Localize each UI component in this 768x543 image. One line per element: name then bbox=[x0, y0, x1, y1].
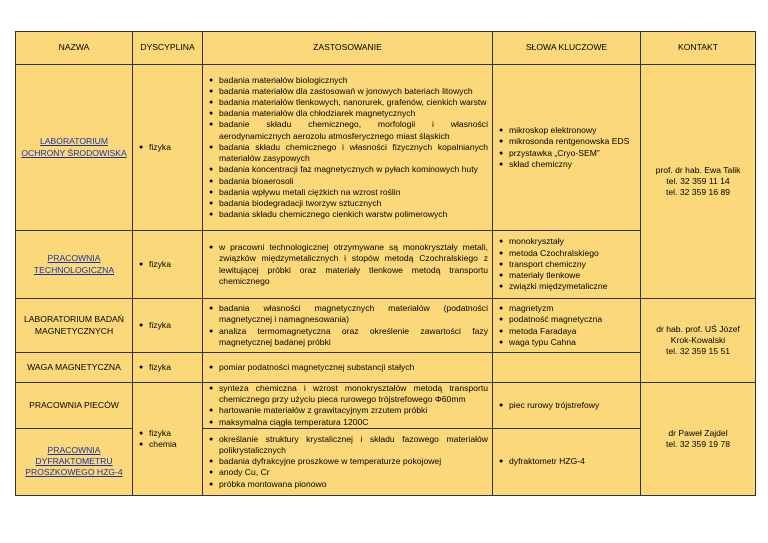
contact-cell bbox=[641, 383, 756, 496]
discipline-cell bbox=[133, 65, 203, 231]
row-name-cell bbox=[16, 353, 133, 383]
application-item: ● badania materiałów dla zastosowań w jonowych bateriach litowych bbox=[219, 86, 488, 97]
contact-person: dr hab. prof. UŚ Józef Krok-Kowalski bbox=[656, 323, 740, 345]
keywords-cell bbox=[493, 231, 641, 299]
application-item: ● maksymalna ciągła temperatura 1200C bbox=[219, 417, 488, 428]
keywords-cell bbox=[493, 65, 641, 231]
row-name-cell bbox=[16, 299, 133, 353]
application-item: ● pomiar podatności magnetycznej substancji stałych bbox=[219, 362, 488, 373]
applications-cell bbox=[203, 428, 493, 495]
table-row bbox=[16, 299, 756, 353]
contact-person: dr Paweł Zajdel bbox=[668, 427, 728, 438]
keyword-item: ● metoda Faradaya bbox=[509, 326, 636, 337]
discipline-cell bbox=[133, 353, 203, 383]
applications-cell bbox=[203, 299, 493, 353]
discipline-cell bbox=[133, 299, 203, 353]
contact-cell bbox=[641, 299, 756, 383]
header-zastosowanie: ZASTOSOWANIE bbox=[203, 32, 493, 65]
keyword-item: ● dyfraktometr HZG-4 bbox=[509, 456, 636, 467]
contact-phone: tel. 32 359 15 51 bbox=[665, 346, 731, 357]
row-name-cell bbox=[16, 231, 133, 299]
header-dyscyplina: DYSCYPLINA bbox=[133, 32, 203, 65]
header-slowa-kluczowe: SŁOWA KLUCZOWE bbox=[493, 32, 641, 65]
discipline-item: ● fizyka bbox=[149, 142, 198, 153]
lab-name-link[interactable]: PRACOWNIA DYFRAKTOMETRU PROSZKOWEGO HZG-4 bbox=[25, 445, 123, 478]
keyword-item: ● skład chemiczny bbox=[509, 159, 636, 170]
applications-cell bbox=[203, 231, 493, 299]
lab-name: WAGA MAGNETYCZNA bbox=[27, 361, 121, 372]
keywords-cell bbox=[493, 383, 641, 429]
keyword-item: ● monokryształy bbox=[509, 236, 636, 247]
discipline-item: ● fizyka bbox=[149, 259, 198, 270]
application-item: ● badania koncentracji faz magnetycznych w pyłach kominowych huty bbox=[219, 164, 488, 175]
header-kontakt: KONTAKT bbox=[641, 32, 756, 65]
discipline-item: ● fizyka bbox=[149, 362, 198, 373]
keyword-item: ● metoda Czochralskiego bbox=[509, 248, 636, 259]
discipline-cell bbox=[133, 231, 203, 299]
keyword-item: ● waga typu Cahna bbox=[509, 337, 636, 348]
keyword-item: ● związki międzymetaliczne bbox=[509, 281, 636, 292]
table-row bbox=[16, 65, 756, 231]
application-item: ● analiza termomagnetyczna oraz określenie zawartości fazy magnetycznej badanej próbki bbox=[219, 326, 488, 348]
application-item: ● badanie składu chemicznego, morfologii i własności aerodynamicznych aerozolu atmosferycznego miast śląskich bbox=[219, 119, 488, 141]
row-name-cell bbox=[16, 428, 133, 495]
keyword-item: ● piec rurowy trójstrefowy bbox=[509, 400, 636, 411]
keyword-item: ● magnetyzm bbox=[509, 303, 636, 314]
lab-name: LABORATORIUM BADAŃ MAGNETYCZNYCH bbox=[24, 314, 124, 336]
lab-name-link[interactable]: PRACOWNIA TECHNOLOGICZNA bbox=[33, 253, 115, 275]
application-item: ● badania składu chemicznego i własności fizycznych kopalnianych materiałów zasypowych bbox=[219, 142, 488, 164]
applications-cell bbox=[203, 65, 493, 231]
applications-cell bbox=[203, 353, 493, 383]
application-item: ● badania materiałów biologicznych bbox=[219, 75, 488, 86]
table-row bbox=[16, 383, 756, 429]
contact-phone: tel. 32 359 19 78 bbox=[665, 438, 731, 449]
application-item: ● badania własności magnetycznych materiałów (podatności magnetycznej i namagnesowania) bbox=[219, 303, 488, 325]
application-item: ● hartowanie materiałów z grawitacyjnym zrzutem próbki bbox=[219, 405, 488, 416]
contact-person: prof. dr hab. Ewa Talik bbox=[655, 164, 741, 175]
application-item: ● próbka montowana pionowo bbox=[219, 479, 488, 490]
row-name-cell bbox=[16, 383, 133, 429]
lab-name-link[interactable]: LABORATORIUM OCHRONY ŚRODOWISKA bbox=[21, 136, 127, 158]
keywords-cell bbox=[493, 299, 641, 353]
application-item: ● synteza chemiczna i wzrost monokryształów metodą transportu chemicznego przy użyciu pieca rurowego trójstrefowego Φ60mm bbox=[219, 383, 488, 405]
application-item: ● badania bioaerosoli bbox=[219, 176, 488, 187]
discipline-item: ● fizyka bbox=[149, 428, 198, 439]
application-item: ● badania biodegradacji tworzyw sztucznych bbox=[219, 198, 488, 209]
row-name-cell bbox=[16, 65, 133, 231]
lab-name: PRACOWNIA PIECÓW bbox=[29, 399, 119, 410]
contact-phone: tel. 32 359 16 89 bbox=[665, 187, 731, 198]
keyword-item: ● transport chemiczny bbox=[509, 259, 636, 270]
application-item: ● w pracowni technologicznej otrzymywane są monokryształy metali, związków międzymetalicznych i stopów metodą Czochralskiego z lewitującej próbki oraz materiały tlenkowe metodą transportu chemicznego bbox=[219, 242, 488, 287]
application-item: ● anody Cu, Cr bbox=[219, 467, 488, 478]
application-item: ● określanie struktury krystalicznej i składu fazowego materiałów polikrystalicznych bbox=[219, 434, 488, 456]
application-item: ● badania materiałów dla chłodziarek magnetycznych bbox=[219, 108, 488, 119]
keywords-cell-empty bbox=[493, 353, 641, 383]
contact-cell bbox=[641, 65, 756, 299]
application-item: ● badania materiałów tlenkowych, nanorurek, grafenów, cienkich warstw bbox=[219, 97, 488, 108]
discipline-item: ● fizyka bbox=[149, 320, 198, 331]
keyword-item: ● mikroskop elektronowy bbox=[509, 125, 636, 136]
discipline-item: ● chemia bbox=[149, 439, 198, 450]
keyword-item: ● mikrosonda rentgenowska EDS bbox=[509, 136, 636, 147]
application-item: ● badania dyfrakcyjne proszkowe w temperaturze pokojowej bbox=[219, 456, 488, 467]
keyword-item: ● przystawka „Cryo-SEM” bbox=[509, 148, 636, 159]
contact-phone: tel. 32 359 11 14 bbox=[666, 175, 730, 186]
applications-cell bbox=[203, 383, 493, 429]
keywords-cell bbox=[493, 428, 641, 495]
application-item: ● badania wpływu metali ciężkich na wzrost roślin bbox=[219, 187, 488, 198]
laboratories-table bbox=[15, 31, 756, 496]
application-item: ● badania składu chemicznego cienkich warstw polimerowych bbox=[219, 209, 488, 220]
header-row bbox=[16, 32, 756, 65]
keyword-item: ● materiały tlenkowe bbox=[509, 270, 636, 281]
keyword-item: ● podatność magnetyczna bbox=[509, 314, 636, 325]
header-nazwa: NAZWA bbox=[16, 32, 133, 65]
discipline-cell-shared bbox=[133, 383, 203, 496]
